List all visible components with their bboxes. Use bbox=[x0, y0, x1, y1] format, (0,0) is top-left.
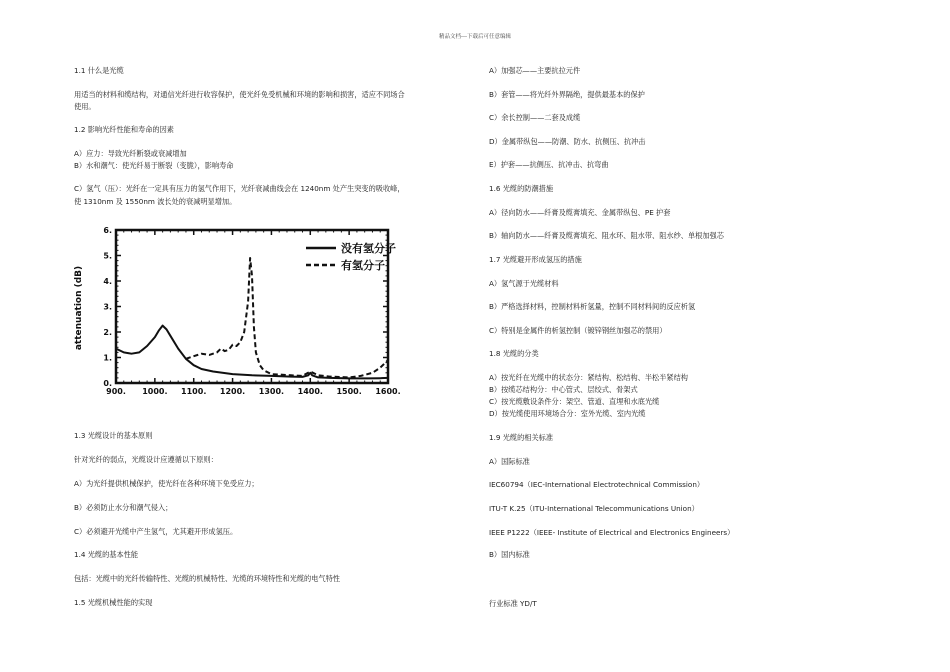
industry-standard: 行业标准 YD/T bbox=[489, 599, 537, 608]
x-tick-label: 1600. bbox=[375, 387, 401, 396]
section-1-8-item-a: A）按光纤在光缆中的状态分：紧结构、松结构、半松半紧结构 bbox=[489, 373, 688, 382]
section-1-7-item-a: A）氢气源于光缆材料 bbox=[489, 279, 559, 288]
section-1-5-item-d: D）金属带纵包——防潮、防水、抗侧压、抗冲击 bbox=[489, 137, 646, 146]
section-1-5-item-b: B）套管——将光纤外界隔绝，提供最基本的保护 bbox=[489, 90, 645, 99]
section-1-6-title: 1.6 光缆的防潮措施 bbox=[489, 184, 554, 193]
x-tick-label: 1300. bbox=[258, 387, 285, 396]
page-header: 精品文档---下载后可任意编辑 bbox=[439, 34, 511, 40]
section-1-6-item-b: B）轴向防水——纤膏及缆膏填充、阻水环、阻水带、阻水纱、单根加强芯 bbox=[489, 231, 724, 240]
standard-ieee: IEEE P1222（IEEE- Institute of Electrical and Electronics Engineers） bbox=[489, 528, 735, 537]
y-axis-label: attenuation (dB) bbox=[74, 265, 84, 351]
section-1-3-item-b: B）必须防止水分和潮气侵入； bbox=[74, 503, 173, 512]
y-tick-label: 5. bbox=[103, 251, 112, 261]
section-1-3-item-a: A）为光纤提供机械保护，使光纤在各种环境下免受应力； bbox=[74, 479, 259, 488]
y-tick-label: 0. bbox=[103, 379, 112, 388]
y-tick-label: 6. bbox=[103, 226, 112, 235]
section-1-8-item-b: B）按缆芯结构分：中心管式、层绞式、骨架式 bbox=[489, 385, 638, 394]
x-tick-label: 1400. bbox=[297, 387, 323, 396]
section-1-3-intro: 针对光纤的弱点，光缆设计应遵循以下原则： bbox=[74, 455, 218, 464]
section-1-7-title: 1.7 光缆避开形成氢压的措施 bbox=[489, 255, 582, 264]
attenuation-chart bbox=[68, 220, 403, 402]
section-1-2-item-a: A）应力：导致光纤断裂或衰减增加 bbox=[74, 149, 187, 158]
section-1-6-item-a: A）径向防水——纤膏及缆膏填充、金属带纵包、PE 护套 bbox=[489, 208, 671, 217]
section-1-2-item-b: B）水和潮气：使光纤易于断裂（变脆），影响寿命 bbox=[74, 161, 234, 170]
y-tick-label: 2. bbox=[103, 328, 112, 337]
section-1-5-item-a: A）加强芯——主要抗拉元件 bbox=[489, 66, 581, 75]
attenuation-chart-svg bbox=[68, 220, 403, 402]
x-tick-label: 1200. bbox=[219, 387, 246, 396]
section-1-5-item-e: E）护套——抗侧压、抗冲击、抗弯曲 bbox=[489, 160, 609, 169]
section-1-9-title: 1.9 光缆的相关标准 bbox=[489, 433, 554, 442]
section-1-5-item-c: C）余长控制——二套及成缆 bbox=[489, 113, 581, 122]
section-1-1-body-line1: 用适当的材料和缆结构，对通信光纤进行收容保护，使光纤免受机械和环境的影响和损害，适应不同场合 bbox=[74, 90, 405, 99]
section-1-4-body: 包括：光缆中的光纤传输特性、光缆的机械特性、光缆的环境特性和光缆的电气特性 bbox=[74, 574, 340, 583]
section-1-9-item-b: B）国内标准 bbox=[489, 550, 530, 559]
section-1-2-title: 1.2 影响光纤性能和寿命的因素 bbox=[74, 125, 174, 134]
section-1-1-body-line2: 使用。 bbox=[74, 102, 96, 111]
section-1-8-item-d: D）按光缆使用环境场合分：室外光缆、室内光缆 bbox=[489, 409, 646, 418]
section-1-4-title: 1.4 光缆的基本性能 bbox=[74, 550, 139, 559]
standard-itu: ITU-T K.25（ITU-International Telecommunications Union） bbox=[489, 504, 699, 513]
section-1-2-item-c-line1: C）氢气（压）：光纤在一定具有压力的氢气作用下，光纤衰减曲线会在 1240nm 处产生突变的吸收峰， bbox=[74, 184, 405, 193]
section-1-9-item-a: A）国际标准 bbox=[489, 457, 530, 466]
section-1-2-item-c-line2: 使 1310nm 及 1550nm 波长处的衰减明显增加。 bbox=[74, 197, 237, 206]
series-line-2 bbox=[186, 258, 388, 377]
section-1-5-title: 1.5 光缆机械性能的实现 bbox=[74, 598, 153, 607]
section-1-8-item-c: C）按光缆敷设条件分：架空、管道、直埋和水底光缆 bbox=[489, 397, 660, 406]
section-1-3-title: 1.3 光缆设计的基本原则 bbox=[74, 431, 153, 440]
section-1-7-item-c: C）特别是金属件的析氢控制（镀锌钢丝加强芯的禁用） bbox=[489, 326, 667, 335]
x-tick-label: 1500. bbox=[336, 387, 362, 396]
x-tick-label: 1000. bbox=[142, 387, 168, 396]
section-1-3-item-c: C）必须避开光缆中产生氢气，尤其避开形成氢压。 bbox=[74, 527, 238, 536]
series-line-1 bbox=[116, 326, 388, 379]
legend-label-2: 有氢分子 bbox=[341, 259, 385, 272]
y-tick-label: 1. bbox=[103, 353, 112, 363]
section-1-1-title: 1.1 什么是光缆 bbox=[74, 66, 124, 75]
y-tick-label: 4. bbox=[103, 277, 112, 286]
x-tick-label: 1100. bbox=[181, 387, 207, 396]
x-tick-label: 900. bbox=[106, 387, 126, 396]
legend-label-1: 没有氢分子 bbox=[341, 242, 396, 255]
y-tick-label: 3. bbox=[103, 302, 112, 312]
standard-iec: IEC60794（IEC-International Electrotechnical Commission） bbox=[489, 480, 705, 489]
section-1-8-title: 1.8 光缆的分类 bbox=[489, 349, 539, 358]
section-1-7-item-b: B）严格选择材料，控制材料析氢量，控制不同材料间的反应析氢 bbox=[489, 302, 696, 311]
